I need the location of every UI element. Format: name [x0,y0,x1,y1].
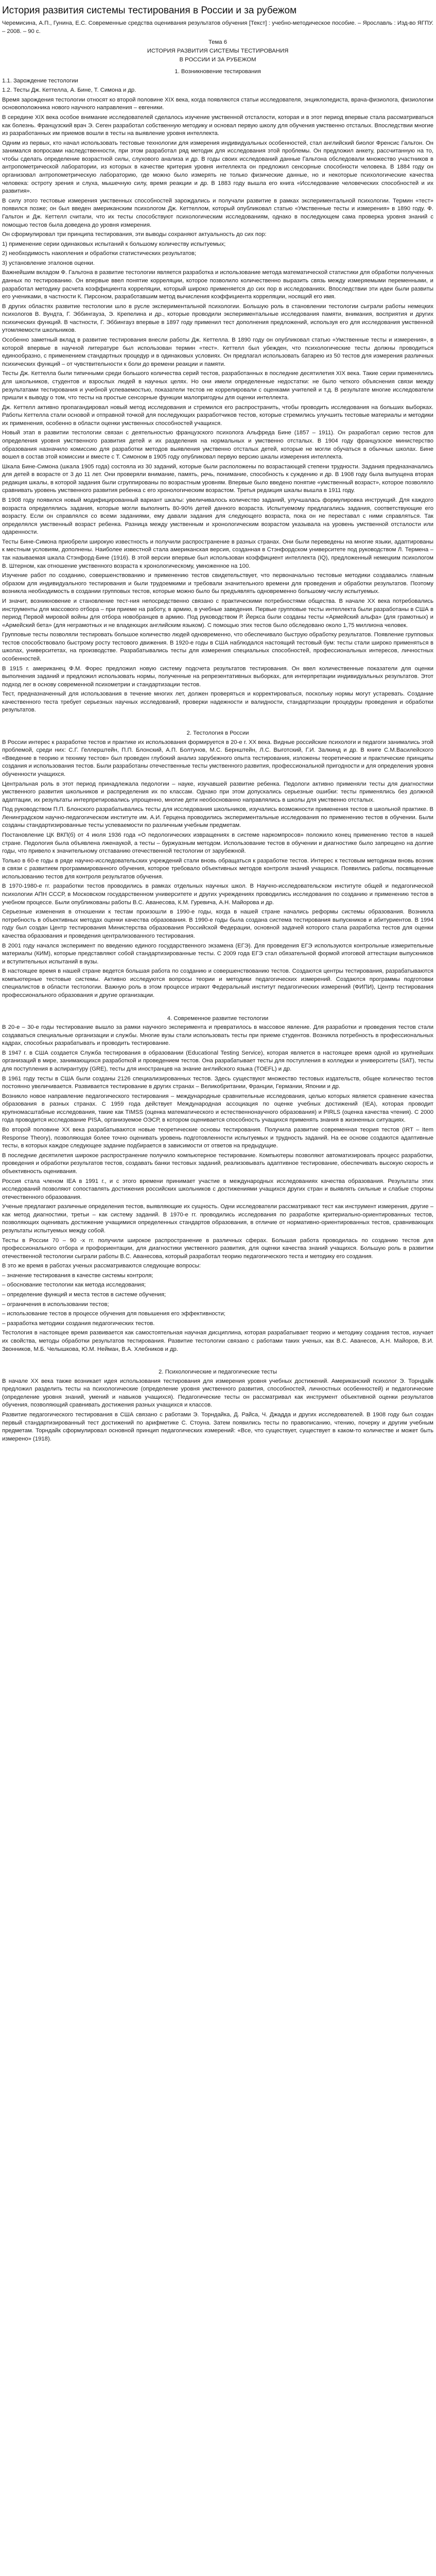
paragraph: Только в 60-е годы в ряде научно-исследовательских учреждений стали вновь обращаться к разработке тестов. Интерес к тестовым методикам вновь возник в связи с развитием программированного обучения, которое требовало объективных методов контроля знаний учащихся. Появились работы, посвященные использованию тестов для контроля результатов обучения. [2,857,433,880]
paragraph: 3) установление эталонов оценки. [2,260,95,266]
paragraph: Дж. Кеттелл активно пропагандировал новый метод исследования и стремился его распространить, чтобы проводить исследования на больших выборках. Работы Кеттелла стали основой и отправной точкой для последующих разработчиков тестов, которые стремились улучшить тестовые материалы и методики их применения, особенно в области оценки умственных способностей учащихся. [2,404,433,427]
paragraph: Шкала Бине-Симона (шкала 1905 года) состояла из 30 заданий, которые были расположены по возрастающей степени трудности. Задания предназначались для детей в возрасте от 3 до 11 лет. Они проверяли внимание, память, речь, понимание, способность к суждению и др. В 1908 году была выпущена вторая редакция шкалы, в которой задания были сгруппированы по возрастным уровням. Впервые было введено понятие «умственный возраст», которое позволяло сравнивать уровень умственного развития ребенка с его хронологическим возрастом. Третья редакция шкалы вышла в 1911 году. [2,463,433,494]
paragraph: И значит, возникновение и становление тест-ния непосредственно связано с практическими потребностями общества. В начале XX века потребовались инструменты для массового отбора – при приеме на работу, в армию, в учебные заведения. Первые групповые тесты интеллекта были разработаны в США в период Первой мировой войны для отбора новобранцев в армию. Под руководством Р. Йеркса были созданы тесты «Армейский альфа» (для грамотных) и «Армейский бета» (для неграмотных и не владеющих английским языком). С помощью этих тестов было обследовано около 1,75 миллиона человек. [2,598,433,629]
paragraph: Тесты Дж. Кеттелла были типичными среди большого количества серий тестов, разработанных в последние десятилетия XIX века. Такие серии применялись для школьников, студентов и взрослых людей в научных целях. Но они имели определенные недостатки: не было четкого объяснения связи между результатами тестирования и учебной успеваемостью, показатели тестов не коррелировали с оценками учителей и т.д. В результате многие исследователи пришли к выводу о том, что тесты на простые сенсорные функции малопригодны для оценки интеллекта. [2,370,433,401]
paragraph: В других областях развитие тестологии шло в русле экспериментальной психологии. Большую роль в становлении тестологии сыграли работы немецких психологов В. Вундта, Г. Эббингауза, Э. Крепелина и др., которые проводили экспериментальные исследования памяти, внимания, восприятия и других психических функций. В частности, Г. Эббингауз впервые в 1897 году применил тест дополнения предложений, используя его для исследования умственной утомляемости школьников. [2,303,433,334]
section-title: 2. Тестология в России [186,730,249,737]
paragraph: В 20-е – 30-е годы тестирование вышло за рамки научного эксперимента и превратилось в массовое явление. Для разработки и проведения тестов стали создаваться специальные организации и службы. Многие вузы стали использовать тесты при приеме студентов. Возникла потребность в профессиональных кадрах, способных разрабатывать и проводить тестирование. [2,1024,433,1047]
paragraph: Серьезные изменения в отношении к тестам произошли в 1990-е годы, когда в нашей стране начались реформы системы образования. Возникла потребность в объективных методах оценки качества образования. В 1990-е годы была создана система тестирования выпускников и абитуриентов. В 1994 году был создан Центр тестирования Министерства образования Российской Федерации, основной задачей которого стала разработка тестов для оценки качества образования и проведения централизованного тестирования. [2,909,433,939]
paragraph: Постановление ЦК ВКП(б) от 4 июля 1936 года «О педологических извращениях в системе наркомпросов» положило конец применению тестов в нашей стране. Педология была объявлена лженаукой, а тесты – буржуазным методом. Использование тестов в обучении и диагностике было запрещено на долгие годы, что привело к значительному отставанию отечественной тестологии от зарубежной. [2,832,433,855]
section-title: 1. Возникновение тестирования [175,69,261,75]
paragraph: В 1947 г. в США создается Служба тестирования в образовании (Educational Testing Service), которая является в настоящее время одной из крупнейших организаций в мире, занимающихся разработкой и проведением тестов. Она разрабатывает тесты для поступления в колледжи и университеты (SAT), тесты для поступления в аспирантуру (GRE), тесты для иностранцев на знание английского языка (TOEFL) и др. [2,1049,433,1073]
section [2,68,433,715]
paragraph: В силу этого тестовые измерения умственных способностей зарождались и получали развитие в рамках экспериментальной психологии. Термин «тест» появился позже; он был введен американским психологом Дж. Кеттеллом, который опубликовал статью «Умственные тесты и измерения» в 1890 году. Ф. Гальтон и Дж. Кеттелл считали, что их тесты способствуют психологическим исследованиям, однако в последующем сама проверка уровня знаний с помощью тестов была доведена до уровня измерения. [2,197,433,228]
paragraph: – разработка методики создания педагогических тестов. [2,1320,155,1327]
paragraph: В 1915 г. американец Ф.М. Форес предложил новую систему подсчета результатов тестирования. Он ввел количественные показатели для оценки выполнения заданий и предложил использовать нормы, полученные на репрезентативных выборках, для интерпретации индивидуальных результатов. Этот подход лег в основу современной психометрии и стандартизации тестов. [2,665,433,688]
paragraph: 1.1. Зарождение тестологии [2,77,78,84]
paragraph: В 1908 году появился новый модифицированный вариант шкалы: увеличивалось количество заданий, улучшалась формулировка инструкций. Для каждого возраста определялись задания, которые могли выполнить 80-90% детей данного возраста. Испытуемому предлагались задания, соответствующие его возрасту. Если он справлялся со всеми заданиями, ему давали задания для следующего возраста, пока он не переставал с ними справляться. Так определялся умственный возраст ребенка. Разница между умственным и хронологическим возрастом указывала на уровень умственной отсталости или одаренности. [2,497,433,536]
paragraph: Во второй половине XX века разрабатываются новые теоретические основы тестирования. Получила развитие современная теория тестов (IRT – Item Response Theory), позволяющая более точно оценивать уровень подготовленности испытуемых и трудность заданий. На ее основе создаются адаптивные тесты, в которых каждое следующее задание подбирается в зависимости от ответов на предыдущие. [2,1127,433,1149]
section-gap [2,716,433,724]
paragraph: 1) применение серии одинаковых испытаний к большому количеству испытуемых; [2,241,226,247]
paragraph: Под руководством П.П. Блонского разрабатывались тесты для исследования школьников, изучались возможности применения тестов в школьной практике. В Ленинградском научно-педагогическом институте им. А.И. Герцена проводились экспериментальные исследования по применению тестов в обучении. Были созданы стандартизированные тесты успеваемости по различным учебным предметам. [2,806,433,829]
section [2,1002,433,1354]
paragraph: Важнейшим вкладом Ф. Гальтона в развитие тестологии является разработка и использование метода математической статистики для обработки полученных данных по тестированию. Он впервые ввел понятие корреляции, которое позволило количественно выразить связь между измеряемыми переменными, и разработал методику расчета коэффициента корреляции, который широко применяется до сих пор в исследованиях. Впоследствии эти идеи были развиты его учениками, в частности К. Пирсоном, разработавшим метод вычисления коэффициента корреляции, носящий его имя. [2,269,433,300]
document-body [2,68,433,1443]
paragraph: В начале XX века также возникает идея использования тестирования для измерения уровня учебных достижений. Американский психолог Э. Торндайк предложил разделить тесты на психологические (определение уровня умственного развития, способностей, личностных особенностей) и педагогические (определение уровня знаний, умений и навыков учащихся). Педагогические тесты он рассматривал как инструмент объективной оценки результатов обучения, позволяющий сравнивать достижения разных учащихся и классов. [2,1378,433,1409]
paragraph: Он сформулировал три принципа тестирования, эти выводы сохраняют актуальность до сих пор: [2,231,267,238]
paragraph: 2) необходимость накопления и обработки статистических результатов; [2,250,197,257]
section-title: 2. Психологические и педагогические тесты [159,1369,277,1376]
topic-number: Тема 6 [208,39,228,46]
section-gap [2,1002,433,1010]
paragraph: В 2001 году начался эксперимент по введению единого государственного экзамена (ЕГЭ). Для проведения ЕГЭ используются контрольные измерительные материалы (КИМ), которые представляют собой стандартизированные тесты. С 2009 года ЕГЭ стал обязательной формой итоговой аттестации выпускников и вступительных испытаний в вузы. [2,942,433,965]
paragraph: Тестология в настоящее время развивается как самостоятельная научная дисциплина, которая разрабатывает теорию и методику создания тестов, изучает их свойства, методы обработки результатов тестирования. Развитие тестологии связано с работами таких ученых, как В.С. Аванесов, А.Н. Майоров, В.И. Звонников, М.Б. Челышкова, Ю.М. Нейман, В.А. Хлебников и др. [2,1330,433,1352]
paragraph: – значение тестирования в качестве системы контроля; [2,1272,153,1279]
section [2,716,433,1000]
paragraph: Тесты Бине-Симона приобрели широкую известность и получили распространение в разных странах. Они были переведены на многие языки, адаптированы к местным условиям, дополнены. Наиболее известной стала американская версия, созданная в Стэнфордском университете под руководством Л. Термена – так называемая шкала Стэнфорд-Бине (1916). В этой версии впервые был использован коэффициент интеллекта (IQ), предложенный немецким психологом В. Штерном, как отношение умственного возраста к хронологическому, умноженное на 100. [2,538,433,569]
paragraph: Одним из первых, кто начал использовать тестовые технологии для измерения индивидуальных особенностей, стал английский биолог Френсис Гальтон. Он занимался вопросами наследственности, при этом разработал ряд методик для исследования этой проблемы. Он предложил анкету, рассчитанную на то, чтобы сделать определение возрастной силы, слухового анализа и др. В годы своих исследований данные Гальтона обследовали множество участников в антропометрической лаборатории, из которых в качестве критерия уровня интеллекта он предложил сенсорные способности человека. В 1884 году он организовал антропометрическую лабораторию, где можно было измерять не только физические данные, но и некоторые психологические качества человека: остроту зрения и слуха, мышечную силу, время реакции и др. В 1883 году вышла его книга «Исследование человеческих способностей и их развития». [2,140,433,195]
section-gap [2,1355,433,1363]
paragraph: Ученые предлагают различные определения тестов, выявляющие их сущность. Одни исследователи рассматривают тест как инструмент измерения, другие – как метод диагностики, третьи – как систему заданий. В 1970-е гг. проводились исследования по разработке критериально-ориентированных тестов, позволяющих оценивать достижение учащимися определенных стандартов образования, в отличие от нормативно-ориентированных тестов, сравнивающих результаты испытуемых между собой. [2,1204,433,1234]
section [2,1355,433,1443]
paragraph: Россия стала членом IEA в 1991 г., и с этого времени принимает участие в международных исследованиях качества образования. Результаты этих исследований позволяют сопоставлять достижения российских школьников с достижениями учащихся других стран и выявлять сильные и слабые стороны отечественного образования. [2,1178,433,1200]
paragraph: Групповые тесты позволяли тестировать большое количество людей одновременно, что обеспечивало быструю обработку результатов. Появление групповых тестов способствовало быстрому росту тестового движения. В 1920-е годы в США наблюдался настоящий тестовый бум: тесты стали широко применяться в школах, университетах, на производстве. Разрабатывались тесты для измерения специальных способностей, профессиональных интересов, личностных особенностей. [2,632,433,662]
paragraph: В России интерес к разработке тестов и практике их использования формируется в 20-е г. XX века. Видные российские психологи и педагоги занимались этой проблемой, среди них: С.Г. Геллерштейн, П.П. Блонский, А.П. Болтунов, М.С. Бернштейн, Л.С. Выготский, Г.И. Залкинд и др. В книге С.М.Василейского «Введение в теорию и технику тестов» был проведен глубокий анализ зарубежного опыта тестирования, изложены теоретические и практические принципы создания и использования тестов. Были разработаны отечественные тесты умственного развития, профессиональной пригодности и для определения уровня обученности учащихся. [2,739,433,777]
paragraph: Изучение работ по созданию, совершенствованию и применению тестов свидетельствует, что первоначально тестовые методики создавались главным образом для индивидуального тестирования и были трудоемкими и требовали значительного времени для проведения и обработки результатов. Поэтому возникла необходимость в создании групповых тестов, которые можно было бы предъявлять одновременно большому числу испытуемых. [2,572,433,595]
paragraph: 1.2. Тесты Дж. Кеттелла, А. Бине, Т. Симона и др. [2,87,136,94]
paragraph: Особенно заметный вклад в развитие тестирования внесли работы Дж. Кеттелла. В 1890 году он опубликовал статью «Умственные тесты и измерения», в которой впервые в научной литературе был использован термин «тест». Кеттелл был убежден, что психологические тесты должны проводиться единообразно, с применением стандартных процедур и в одинаковых условиях. Он предлагал использовать батарею из 50 тестов для измерения различных психических функций – от чувствительности к боли до времени реакции и памяти. [2,337,433,367]
source-citation: Черемисина, А.П., Гунина, Е.С. Современные средства оценивания результатов обучения [Текст] : учебно-методическое пособие. – Ярославль : Изд-во ЯГПУ. – 2008. – 90 с. [2,20,433,35]
paragraph: В 1970-1980-е гг. разработки тестов проводились в рамках отдельных научных школ. В Научно-исследовательском институте общей и педагогической психологии АПН СССР, в Московском государственном университете и других учреждениях проводились исследования по созданию и применению тестов в учебном процессе. Были опубликованы работы В.С. Аванесова, К.М. Гуревича, А.Н. Майорова и др. [2,883,433,906]
paragraph: Новый этап в развитии тестологии связан с деятельностью французского психолога Альфреда Бине (1857 – 1911). Он разработал серию тестов для определения уровня умственного развития детей и их разделения на нормальных и умственно отсталых. В 1904 году французское министерство образования назначило комиссию для разработки методов выявления умственно отсталых детей, которые не могли обучаться в обычных школах. Бине вошел в состав этой комиссии и вместе с Т. Симоном в 1905 году опубликовал первую версию шкалы измерения интеллекта. [2,430,433,461]
paragraph: Тест, предназначенный для использования в течение многих лет, должен проверяться и корректироваться, поскольку нормы могут устаревать. Создание качественного теста требует серьезных научных исследований, проверки надежности и валидности, стандартизации процедуры проведения и обработки результатов. [2,691,433,714]
section-title: 4. Современное развитие тестологии [167,1015,269,1022]
paragraph: Время зарождения тестологии относят ко второй половине XIX века, когда появляются статьи исследователя, энциклопедиста, врача-физиолога, физиологии основоположника нового научного направления – евгеники. [2,96,433,111]
paragraph: – определение функций и места тестов в системе обучения; [2,1292,166,1298]
topic-title-line-2: В РОССИИ И ЗА РУБЕЖОМ [179,56,256,63]
paragraph: В последние десятилетия широкое распространение получило компьютерное тестирование. Компьютеры позволяют автоматизировать процесс разработки, проведения и обработки результатов тестов, создавать банки тестовых заданий, реализовывать адаптивное тестирование, обеспечивать высокую скорость и объективность оценивания. [2,1152,433,1175]
paragraph: Развитие педагогического тестирования в США связано с работами Э. Торндайка, Д. Райса, Ч. Джадда и других исследователей. В 1908 году был создан первый стандартизированный тест достижений по арифметике С. Стоуна. Затем появились тесты по правописанию, чтению, почерку и другим учебным предметам. Торндайк сформулировал основной принцип педагогических измерений: «Все, что существует, существует в каком-то количестве и может быть измерено» (1918). [2,1411,433,1442]
page-title: История развития системы тестирования в России и за рубежом [2,5,297,16]
paragraph: В 1961 году тесты в США были созданы 2126 специализированных тестов. Здесь существуют множество тестовых издательств, общее количество тестов постоянно увеличивается. Развивается тестирование в других странах – Великобритании, Франции, Германии, Японии и др. [2,1075,433,1090]
paragraph: – обоснование тестологии как метода исследования; [2,1282,146,1289]
paragraph: В настоящее время в нашей стране ведется большая работа по созданию и совершенствованию тестов. Создаются центры тестирования, разрабатываются компьютерные тестовые системы. Активно исследуются вопросы теории и методики педагогических измерений. Создаются программы подготовки специалистов в области тестологии. Важную роль в этом процессе играют Федеральный институт педагогических измерений (ФИПИ), Центр тестирования профессионального образования и другие организации. [2,968,433,998]
paragraph: В середине XIX века особое внимание исследователей сделалось изучение умственной отсталости, которая и в этот период впервые стала рассматриваться как болезнь. Французский врач Э. Сеген разработал собственную методику и основал первую школу для обучения умственно отсталых. Впоследствии многие из разработанных им приемов вошли в тесты на выявление уровня интеллекта. [2,114,433,137]
paragraph: Тесты в России 70 – 90 -х гг. получили широкое распространение в различных сферах. Большая работа проводилась по созданию тестов для профессионального отбора и профориентации, для диагностики умственного развития, для оценки качества знаний учащихся. Большую роль в развитии отечественной тестологии сыграли работы В.С. Аванесова, который разработал теорию педагогического теста и методику его создания. [2,1237,433,1260]
paragraph: Возникло новое направление педагогического тестирования – международные сравнительные исследования, целью которых является сравнение качества образования в разных странах. С 1959 года действует Международная ассоциация по оценке учебных достижений (IEA), которая проводит крупномасштабные исследования, такие как TIMSS (оценка математического и естественнонаучного образования) и PIRLS (оценка качества чтения). С 2000 года проводится исследование PISA, организуемое ОЭСР, в котором оценивается способность учащихся применять знания в жизненных ситуациях. [2,1093,433,1124]
paragraph: Центральная роль в этот период принадлежала педологии – науке, изучавшей развитие ребенка. Педологи активно применяли тесты для диагностики умственного развития школьников и распределения их по классам. Однако при этом допускались серьезные ошибки: тесты применялись без должной адаптации, их результаты интерпретировались упрощенно, многие дети необоснованно направлялись в школы для умственно отсталых. [2,781,433,803]
paragraph: – ограничения в использовании тестов; [2,1301,109,1308]
paragraph: – использование тестов в процессе обучения для повышения его эффективности; [2,1311,225,1317]
topic-title-line-1: ИСТОРИЯ РАЗВИТИЯ СИСТЕМЫ ТЕСТИРОВАНИЯ [147,47,289,54]
paragraph: В это же время в работах ученых рассматриваются следующие вопросы: [2,1263,201,1269]
